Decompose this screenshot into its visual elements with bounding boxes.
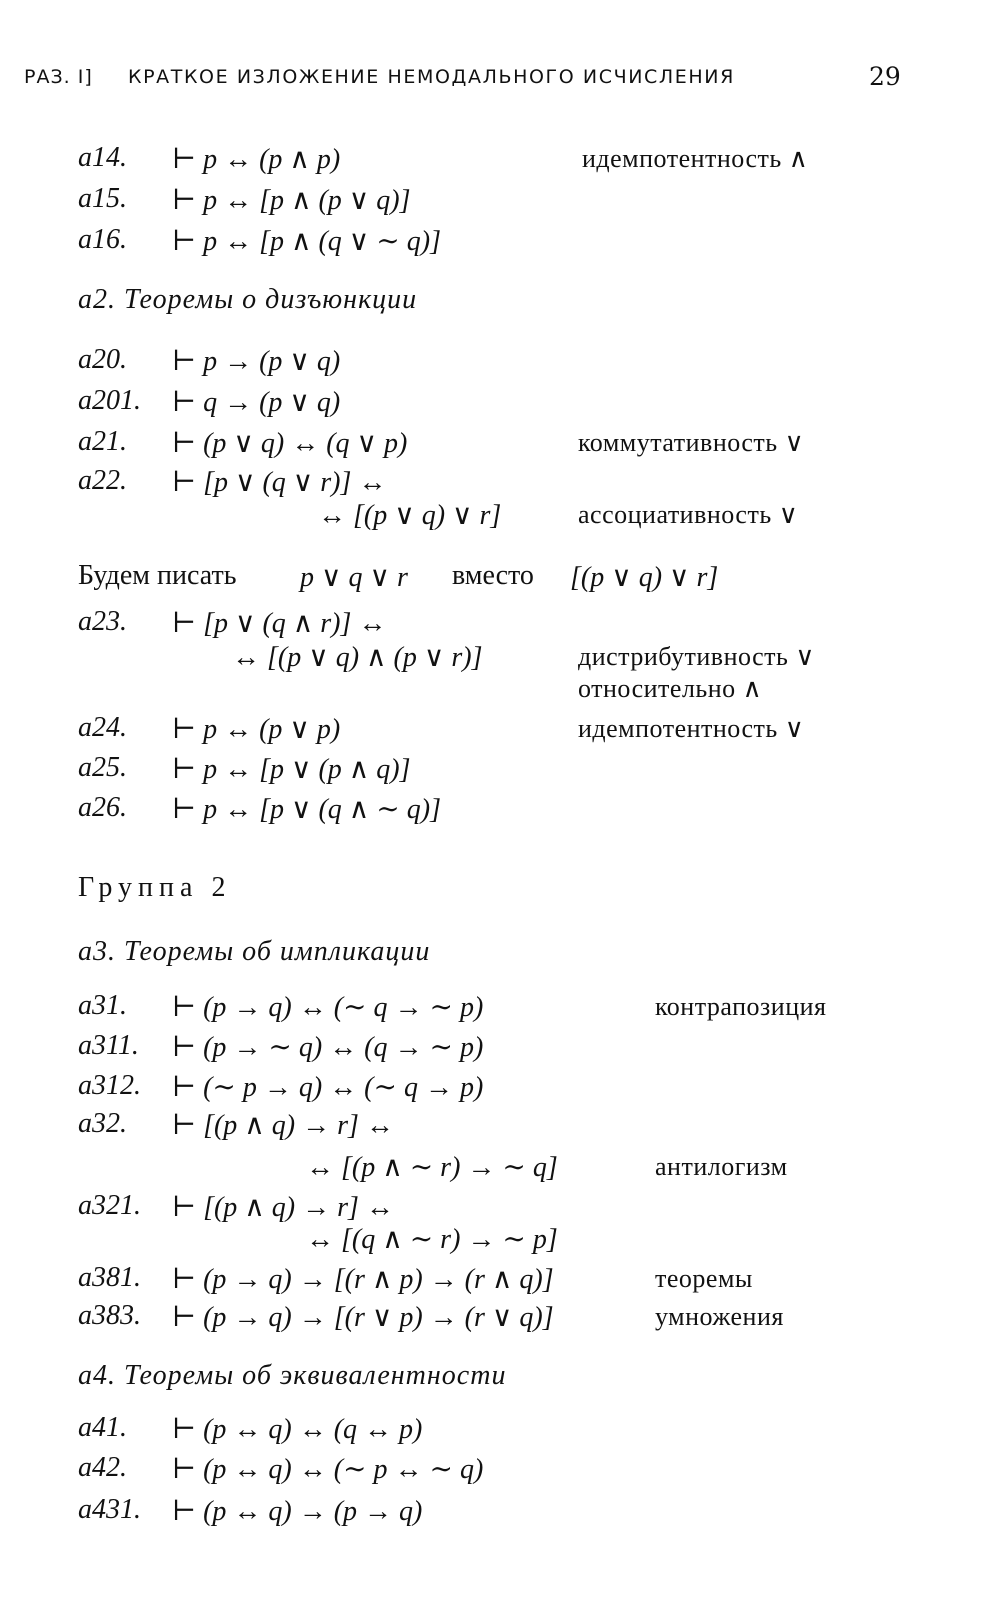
remark-text: Будем писать bbox=[78, 560, 237, 591]
theorem-label: a21. bbox=[78, 426, 127, 457]
theorem-formula: ⊢ (p ↔ q) ↔ (q ↔ p) bbox=[172, 1414, 423, 1445]
theorem-formula-continuation: ↔ [(p ∨ q) ∨ r] bbox=[318, 500, 502, 531]
theorem-formula: ⊢ [(p ∧ q) → r] ↔ bbox=[172, 1192, 394, 1223]
theorem-label: a42. bbox=[78, 1452, 127, 1483]
theorem-formula: ⊢ (p → q) ↔ (∼ q → ∼ p) bbox=[172, 992, 484, 1023]
theorem-formula: ⊢ p ↔ (p ∨ p) bbox=[172, 714, 341, 745]
theorem-formula-continuation: ↔ [(p ∧ ∼ r) → ∼ q] bbox=[306, 1152, 558, 1183]
theorem-label: a24. bbox=[78, 712, 127, 743]
theorem-label: a31. bbox=[78, 990, 127, 1021]
section-heading-a4: a4. Теоремы об эквивалентности bbox=[78, 1360, 507, 1391]
theorem-formula: ⊢ (p ∨ q) ↔ (q ∨ p) bbox=[172, 428, 408, 459]
running-header bbox=[24, 62, 924, 96]
theorem-label: a14. bbox=[78, 142, 127, 173]
theorem-formula: ⊢ [p ∨ (q ∨ r)] ↔ bbox=[172, 467, 387, 498]
theorem-formula: ⊢ [p ∨ (q ∧ r)] ↔ bbox=[172, 608, 387, 639]
theorem-note: антилогизм bbox=[655, 1152, 788, 1181]
theorem-note: коммутативность ∨ bbox=[578, 428, 805, 457]
theorem-formula: ⊢ (p → q) → [(r ∨ p) → (r ∨ q)] bbox=[172, 1302, 554, 1333]
theorem-note: контрапозиция bbox=[655, 992, 827, 1021]
theorem-note: умножения bbox=[655, 1302, 784, 1331]
theorem-label: a16. bbox=[78, 224, 127, 255]
theorem-note: идемпотентность ∧ bbox=[582, 144, 809, 173]
group-heading: Группа 2 bbox=[78, 872, 232, 903]
theorem-label: a22. bbox=[78, 465, 127, 496]
theorem-note: ассоциативность ∨ bbox=[578, 500, 799, 529]
theorem-formula: ⊢ p ↔ [p ∧ (q ∨ ∼ q)] bbox=[172, 226, 441, 257]
theorem-note: относительно ∧ bbox=[578, 674, 763, 703]
theorem-label: a321. bbox=[78, 1190, 141, 1221]
theorem-formula: ⊢ (p → ∼ q) ↔ (q → ∼ p) bbox=[172, 1032, 484, 1063]
theorem-label: a23. bbox=[78, 606, 127, 637]
theorem-formula: ⊢ q → (p ∨ q) bbox=[172, 387, 341, 418]
theorem-note: дистрибутивность ∨ bbox=[578, 642, 815, 671]
theorem-formula: ⊢ p → (p ∨ q) bbox=[172, 346, 341, 377]
theorem-formula: ⊢ p ↔ [p ∨ (p ∧ q)] bbox=[172, 754, 411, 785]
page-number: 29 bbox=[869, 62, 901, 91]
theorem-label: a312. bbox=[78, 1070, 141, 1101]
remark-formula: [(p ∨ q) ∨ r] bbox=[570, 562, 719, 593]
theorem-label: a26. bbox=[78, 792, 127, 823]
theorem-label: a32. bbox=[78, 1108, 127, 1139]
theorem-label: a431. bbox=[78, 1494, 141, 1525]
remark-formula: p ∨ q ∨ r bbox=[300, 562, 408, 593]
theorem-label: a381. bbox=[78, 1262, 141, 1293]
theorem-formula: ⊢ (p ↔ q) ↔ (∼ p ↔ ∼ q) bbox=[172, 1454, 484, 1485]
theorem-label: a41. bbox=[78, 1412, 127, 1443]
theorem-formula: ⊢ p ↔ (p ∧ p) bbox=[172, 144, 341, 175]
theorem-formula-continuation: ↔ [(q ∧ ∼ r) → ∼ p] bbox=[306, 1224, 558, 1255]
theorem-formula: ⊢ p ↔ [p ∨ (q ∧ ∼ q)] bbox=[172, 794, 441, 825]
remark-text: вместо bbox=[452, 560, 534, 591]
section-heading-a3: a3. Теоремы об импликации bbox=[78, 936, 431, 967]
theorem-formula-continuation: ↔ [(p ∨ q) ∧ (p ∨ r)] bbox=[232, 642, 483, 673]
theorem-formula: ⊢ p ↔ [p ∧ (p ∨ q)] bbox=[172, 185, 411, 216]
theorem-formula: ⊢ (p ↔ q) → (p → q) bbox=[172, 1496, 423, 1527]
theorem-label: a383. bbox=[78, 1300, 141, 1331]
running-title: КРАТКОЕ ИЗЛОЖЕНИЕ НЕМОДАЛЬНОГО ИСЧИСЛЕНИЯ bbox=[128, 66, 735, 88]
theorem-label: a311. bbox=[78, 1030, 139, 1061]
theorem-formula: ⊢ (p → q) → [(r ∧ p) → (r ∧ q)] bbox=[172, 1264, 554, 1295]
theorem-label: a25. bbox=[78, 752, 127, 783]
theorem-note: теоремы bbox=[655, 1264, 753, 1293]
theorem-formula: ⊢ (∼ p → q) ↔ (∼ q → p) bbox=[172, 1072, 484, 1103]
theorem-label: a15. bbox=[78, 183, 127, 214]
chapter-reference: РАЗ. I] bbox=[24, 66, 93, 88]
theorem-label: a20. bbox=[78, 344, 127, 375]
theorem-label: a201. bbox=[78, 385, 141, 416]
section-heading-a2: a2. Теоремы о дизъюнкции bbox=[78, 284, 418, 315]
theorem-formula: ⊢ [(p ∧ q) → r] ↔ bbox=[172, 1110, 394, 1141]
theorem-note: идемпотентность ∨ bbox=[578, 714, 805, 743]
